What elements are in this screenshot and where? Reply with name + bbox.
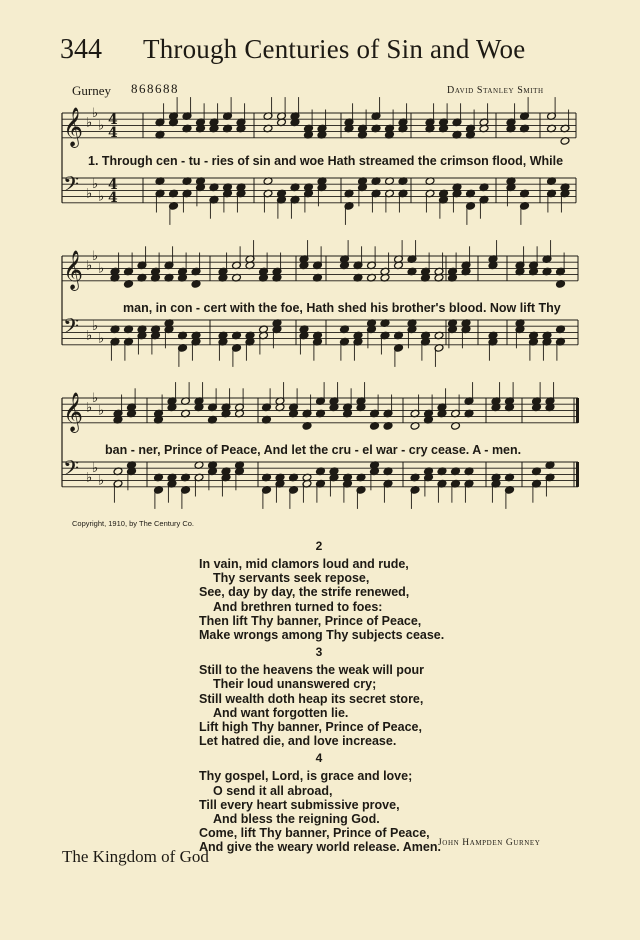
- verse-line: Make wrongs among Thy subjects cease.: [199, 628, 445, 643]
- verse-line: O send it all abroad,: [213, 783, 333, 798]
- flat-icon: ♭: [98, 473, 105, 489]
- final-bar-line: [576, 398, 579, 423]
- lyric-line-3: ban - ner, Prince of Peace, And let the cru - el war - cry cease. A - men.: [105, 443, 522, 457]
- tune-name: Gurney: [72, 83, 111, 98]
- stanza-number: 2: [315, 539, 323, 553]
- verse-line: And give the weary world release. Amen.: [199, 840, 441, 855]
- author: John Hampden Gurney: [438, 838, 541, 848]
- copyright-notice: Copyright, 1910, by The Century Co.: [72, 519, 195, 528]
- flat-icon: ♭: [92, 391, 99, 406]
- time-signature: 4: [108, 112, 118, 128]
- stanza-number: 4: [315, 751, 323, 766]
- section-title: The Kingdom of God: [62, 847, 209, 866]
- flat-icon: ♭: [86, 186, 93, 202]
- verse-line: And brethren turned to foes:: [213, 599, 383, 614]
- time-signature: 4: [108, 177, 118, 193]
- flat-icon: ♭: [98, 403, 105, 419]
- stanza: [199, 644, 499, 748]
- flat-icon: ♭: [86, 258, 93, 274]
- verse-line: Still wealth doth heap its secret store,: [199, 691, 424, 706]
- hymn-title: Through Centuries of Sin and Woe: [143, 34, 526, 64]
- verse-line: Come, lift Thy banner, Prince of Peace,: [199, 826, 430, 841]
- final-bar-line: [576, 462, 579, 487]
- treble-clef-icon: 𝄞: [63, 392, 84, 432]
- verse-line: Till every heart submissive prove,: [199, 797, 400, 812]
- flat-icon: ♭: [98, 118, 105, 134]
- composer: David Stanley Smith: [447, 85, 544, 96]
- verse-line: Still to the heavens the weak will pour: [199, 663, 425, 678]
- verse-line: Thy servants seek repose,: [213, 571, 370, 586]
- lyric-line-2: man, in con - cert with the foe, Hath shed his brother's blood. Now lift Thy: [123, 301, 561, 315]
- stanza: [199, 538, 499, 642]
- time-signature: 4: [108, 190, 118, 206]
- flat-icon: ♭: [92, 461, 99, 477]
- hymn-number: 344: [60, 34, 102, 65]
- flat-icon: ♭: [92, 177, 99, 193]
- verse-line: Thy gospel, Lord, is grace and love;: [199, 769, 413, 784]
- verse-line: And want forgotten lie.: [213, 705, 349, 720]
- meter: 868688: [131, 81, 179, 96]
- flat-icon: ♭: [98, 331, 105, 347]
- flat-icon: ♭: [86, 470, 93, 486]
- flat-icon: ♭: [86, 328, 93, 344]
- treble-clef-icon: 𝄞: [63, 107, 84, 147]
- verse-line: See, day by day, the strife renewed,: [199, 585, 410, 600]
- stanzas: [199, 538, 499, 857]
- treble-clef-icon: 𝄞: [63, 250, 84, 290]
- bass-clef-icon: 𝄢: [63, 172, 80, 201]
- verse-line: Let hatred die, and love increase.: [199, 734, 397, 749]
- time-signature: 4: [108, 125, 118, 141]
- stanza-number: 3: [315, 645, 323, 660]
- bass-clef-icon: 𝄢: [63, 314, 80, 343]
- verse-line: Then lift Thy banner, Prince of Peace,: [199, 613, 422, 628]
- flat-icon: ♭: [98, 189, 105, 205]
- verse-line: In vain, mid clamors loud and rude,: [199, 557, 409, 571]
- verse-line: Their loud unanswered cry;: [213, 677, 377, 692]
- flat-icon: ♭: [92, 249, 99, 264]
- bass-clef-icon: 𝄢: [63, 456, 80, 485]
- flat-icon: ♭: [92, 319, 99, 335]
- verse-line: And bless the reigning God.: [213, 812, 380, 827]
- flat-icon: ♭: [98, 261, 105, 277]
- flat-icon: ♭: [86, 400, 93, 416]
- lyric-line-1: 1. Through cen - tu - ries of sin and woe Hath streamed the crimson flood, While: [88, 154, 564, 168]
- flat-icon: ♭: [92, 106, 99, 121]
- verse-line: Lift high Thy banner, Prince of Peace,: [199, 720, 422, 735]
- flat-icon: ♭: [86, 115, 93, 131]
